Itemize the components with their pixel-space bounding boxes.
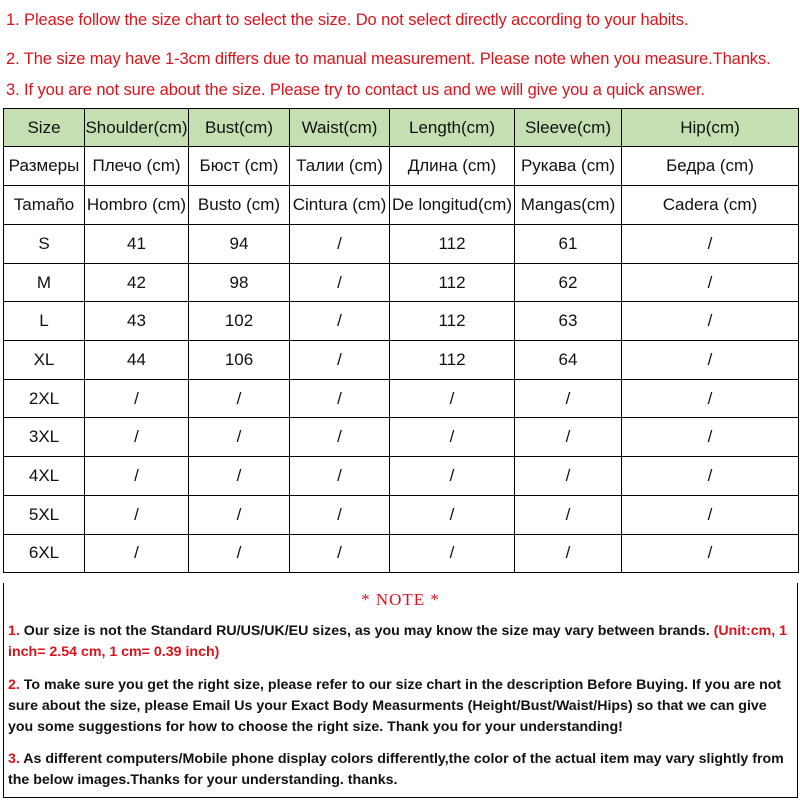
note-item-2 [8, 675, 788, 738]
header-cell: Hip(cm) [622, 109, 799, 147]
table-cell: / [515, 457, 622, 496]
table-cell: / [515, 495, 622, 534]
table-cell: 62 [515, 263, 622, 302]
size-label-cell: 4XL [4, 457, 85, 496]
table-cell: 112 [390, 341, 515, 380]
note-section [3, 583, 798, 798]
table-cell: / [515, 379, 622, 418]
note-item-1-text: Our size is not the Standard RU/US/UK/EU sizes, as you may know the size may vary between brands. [19, 623, 714, 639]
header-cell: Tamaño [4, 186, 85, 225]
header-cell: Длина (cm) [390, 147, 515, 186]
header-cell: Shoulder(cm) [85, 109, 189, 147]
table-cell: / [622, 225, 799, 264]
table-cell: / [290, 534, 390, 573]
table-row [4, 534, 799, 573]
table-cell: 112 [390, 263, 515, 302]
table-cell: / [85, 418, 189, 457]
table-row [4, 225, 799, 264]
table-cell: 42 [85, 263, 189, 302]
table-cell: / [290, 302, 390, 341]
table-cell: / [85, 534, 189, 573]
top-note-3: 3. If you are not sure about the size. Please try to contact us and we will give you a quick answer. [6, 81, 705, 99]
table-cell: / [622, 495, 799, 534]
header-cell: Busto (cm) [189, 186, 290, 225]
table-row [4, 418, 799, 457]
table-cell: / [390, 379, 515, 418]
header-cell: Waist(cm) [290, 109, 390, 147]
table-cell: / [622, 263, 799, 302]
note-item-2-text: To make sure you get the right size, please refer to our size chart in the description Before Buying. If you are not sure about the size, please Email Us your Exact Body Measurments (Height/Bust/Waist/Hips) so that we can give you some suggestions for how to choose the right size. Thank you for your understanding! [8, 677, 782, 735]
table-cell: / [85, 495, 189, 534]
table-cell: / [622, 302, 799, 341]
table-cell: / [622, 341, 799, 380]
header-cell: Size [4, 109, 85, 147]
table-cell: / [290, 341, 390, 380]
table-cell: 61 [515, 225, 622, 264]
header-cell: De longitud(cm) [390, 186, 515, 225]
header-cell: Hombro (cm) [85, 186, 189, 225]
table-cell: / [189, 457, 290, 496]
top-notes [0, 0, 800, 107]
table-cell: 106 [189, 341, 290, 380]
header-cell: Cadera (cm) [622, 186, 799, 225]
top-note-2: 2. The size may have 1-3cm differs due to manual measurement. Please note when you measure.Thanks. [6, 50, 771, 68]
header-cell: Бюст (cm) [189, 147, 290, 186]
table-row [4, 495, 799, 534]
note-title: * NOTE * [361, 590, 440, 609]
header-cell: Плечо (cm) [85, 147, 189, 186]
size-label-cell: L [4, 302, 85, 341]
size-label-cell: S [4, 225, 85, 264]
table-cell: 64 [515, 341, 622, 380]
header-cell: Sleeve(cm) [515, 109, 622, 147]
table-cell: / [515, 534, 622, 573]
table-cell: / [290, 379, 390, 418]
note-item-2-number: 2. [8, 677, 20, 693]
size-label-cell: 3XL [4, 418, 85, 457]
header-cell: Рукава (cm) [515, 147, 622, 186]
header-row-es [4, 186, 799, 225]
header-cell: Cintura (cm) [290, 186, 390, 225]
table-cell: / [189, 534, 290, 573]
table-cell: / [622, 534, 799, 573]
note-item-1 [8, 621, 788, 663]
table-cell: 41 [85, 225, 189, 264]
table-row [4, 457, 799, 496]
table-cell: / [85, 379, 189, 418]
table-cell: / [290, 225, 390, 264]
table-cell: / [390, 495, 515, 534]
table-row [4, 341, 799, 380]
size-label-cell: 2XL [4, 379, 85, 418]
header-row [4, 109, 799, 147]
table-cell: / [189, 495, 290, 534]
note-item-3-number: 3. [8, 751, 20, 767]
table-cell: / [622, 379, 799, 418]
note-item-3-text: As different computers/Mobile phone display colors differently,the color of the actual item may vary slightly from the below images.Thanks for your understanding. thanks. [8, 751, 784, 788]
table-cell: 112 [390, 225, 515, 264]
table-cell: / [622, 457, 799, 496]
table-cell: 102 [189, 302, 290, 341]
size-chart-table [3, 108, 799, 573]
header-cell: Бедра (cm) [622, 147, 799, 186]
header-row-ru [4, 147, 799, 186]
table-cell: 44 [85, 341, 189, 380]
note-item-1-unit: (Unit:cm, 1 inch= 2.54 cm, 1 cm= 0.39 inch) [8, 623, 787, 660]
table-cell: / [390, 457, 515, 496]
table-cell: / [515, 418, 622, 457]
table-cell: / [189, 379, 290, 418]
table-row [4, 302, 799, 341]
header-cell: Bust(cm) [189, 109, 290, 147]
table-cell: / [189, 418, 290, 457]
note-item-1-number: 1. [8, 623, 20, 639]
table-cell: / [290, 263, 390, 302]
table-cell: 63 [515, 302, 622, 341]
table-cell: / [290, 495, 390, 534]
table-cell: 94 [189, 225, 290, 264]
size-label-cell: 5XL [4, 495, 85, 534]
table-cell: 112 [390, 302, 515, 341]
table-cell: / [85, 457, 189, 496]
header-cell: Mangas(cm) [515, 186, 622, 225]
size-label-cell: XL [4, 341, 85, 380]
table-row [4, 263, 799, 302]
size-label-cell: 6XL [4, 534, 85, 573]
table-cell: / [290, 418, 390, 457]
header-cell: Талии (cm) [290, 147, 390, 186]
size-label-cell: M [4, 263, 85, 302]
table-cell: / [290, 457, 390, 496]
top-note-1: 1. Please follow the size chart to select the size. Do not select directly according to your habits. [6, 11, 689, 29]
table-cell: 43 [85, 302, 189, 341]
header-cell: Length(cm) [390, 109, 515, 147]
table-cell: / [390, 534, 515, 573]
header-cell: Размеры [4, 147, 85, 186]
table-cell: / [390, 418, 515, 457]
table-cell: / [622, 418, 799, 457]
table-row [4, 379, 799, 418]
note-item-3 [8, 749, 788, 791]
table-cell: 98 [189, 263, 290, 302]
